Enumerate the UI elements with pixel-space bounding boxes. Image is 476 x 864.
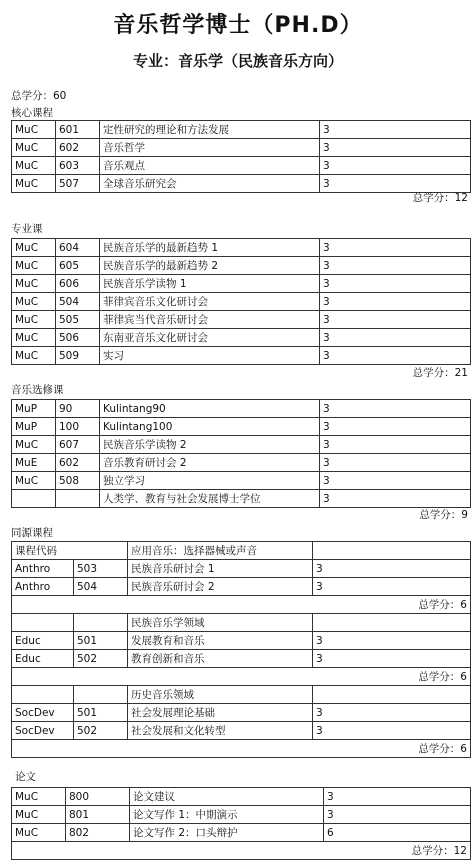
thesis-courses-table (11, 787, 471, 860)
table-row: MuC 605 民族音乐学的最新趋势 2 3 (12, 257, 471, 275)
table-row: MuC 601 定性研究的理论和方法发展 3 (12, 121, 471, 139)
subtotal-row: 总学分：6 (12, 596, 471, 614)
table-row: MuC 603 音乐观点 3 (12, 157, 471, 175)
table-row: MuC 508 独立学习 3 (12, 472, 471, 490)
core-heading: 核心课程 (11, 107, 53, 119)
table-row: MuC 604 民族音乐学的最新趋势 1 3 (12, 239, 471, 257)
core-subtotal: 总学分：12 (412, 192, 468, 204)
table-row: MuC 801 论文写作 1：中期演示 3 (12, 806, 471, 824)
table-row: 民族音乐学领域 (12, 614, 471, 632)
table-row: 人类学、教育与社会发展博士学位 3 (12, 490, 471, 508)
major-courses-table (11, 238, 471, 365)
table-row: 历史音乐领域 (12, 686, 471, 704)
subtotal-row: 总学分：6 (12, 668, 471, 686)
elective-heading: 音乐选修课 (11, 384, 64, 396)
cognate-heading: 同源课程 (11, 527, 53, 539)
table-row: MuC 800 论文建议 3 (12, 788, 471, 806)
table-row: 课程代码 应用音乐：选择器械或声音 (12, 542, 471, 560)
thesis-heading: 论文 (15, 771, 36, 783)
table-row: MuC 602 音乐哲学 3 (12, 139, 471, 157)
page-title: 音乐哲学博士（PH.D） (113, 13, 363, 38)
table-row: MuE 602 音乐教育研讨会 2 3 (12, 454, 471, 472)
table-row: Anthro 503 民族音乐研讨会 1 3 (12, 560, 471, 578)
table-row: MuC 506 东南亚音乐文化研讨会 3 (12, 329, 471, 347)
core-courses-table (11, 120, 471, 193)
table-row: SocDev 501 社会发展理论基础 3 (12, 704, 471, 722)
table-row: MuC 505 菲律宾当代音乐研讨会 3 (12, 311, 471, 329)
table-row: MuC 504 菲律宾音乐文化研讨会 3 (12, 293, 471, 311)
table-row: Anthro 504 民族音乐研讨会 2 3 (12, 578, 471, 596)
subtotal-row: 总学分：6 (12, 740, 471, 758)
table-row: MuP 100 Kulintang100 3 (12, 418, 471, 436)
major-subtotal: 总学分：21 (412, 367, 468, 379)
subtotal-row: 总学分：12 (12, 842, 471, 860)
table-row: SocDev 502 社会发展和文化转型 3 (12, 722, 471, 740)
major-heading: 专业课 (11, 223, 43, 235)
elective-subtotal: 总学分：9 (419, 509, 468, 521)
major-subtitle: 专业：音乐学（民族音乐方向） (132, 52, 343, 70)
total-credits: 总学分：60 (11, 90, 67, 102)
table-row: MuC 802 论文写作 2：口头辩护 6 (12, 824, 471, 842)
elective-courses-table (11, 399, 471, 508)
table-row: MuC 606 民族音乐学读物 1 3 (12, 275, 471, 293)
table-row: MuC 607 民族音乐学读物 2 3 (12, 436, 471, 454)
table-row: MuP 90 Kulintang90 3 (12, 400, 471, 418)
table-row: MuC 509 实习 3 (12, 347, 471, 365)
table-row: Educ 502 教育创新和音乐 3 (12, 650, 471, 668)
table-row: Educ 501 发展教育和音乐 3 (12, 632, 471, 650)
table-row: MuC 507 全球音乐研究会 3 (12, 175, 471, 193)
code-header: 课程代码 (12, 542, 128, 560)
cognate-courses-table (11, 541, 471, 758)
